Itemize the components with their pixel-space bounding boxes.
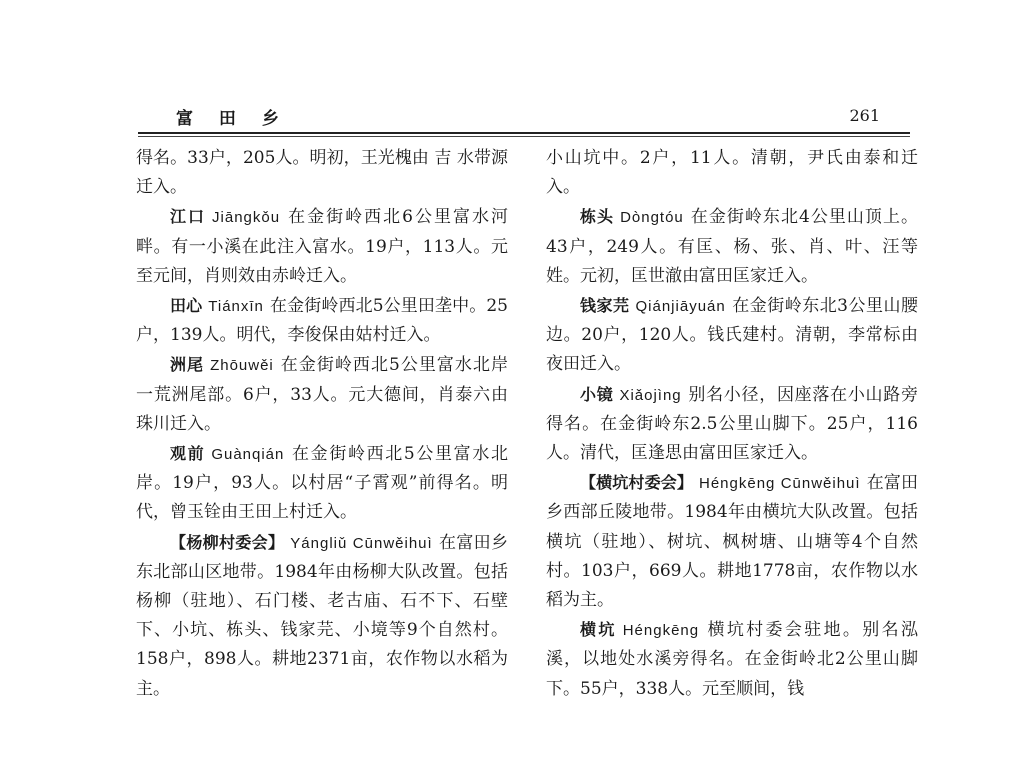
entry-text: 在金街岭东北4公里山顶上。43户，249人。有匡、杨、张、肖、叶、汪等姓。元初，匡世澈由富田匡家迁入。 [546,207,918,286]
entry-term: 横坑 [580,620,617,640]
entry-pinyin: Héngkēng [622,622,700,640]
entry-term: 洲尾 [170,355,205,375]
entry-paragraph [136,202,508,291]
entry-pinyin: Xiǎojìng [619,386,682,404]
entry-text: 在金街岭西北6公里富水河畔。有一小溪在此注入富水。19户，113人。元至元间，肖则效由赤岭迁入。 [136,207,508,286]
entry-text: 在富田乡东北部山区地带。1984年由杨柳大队改置。包括杨柳（驻地）、石门楼、老古庙、石不下、石壁下、小坑、栋头、钱家芫、小境等9个自然村。158户，898人。耕地2371亩，农作物以水稻为主。 [136,532,508,699]
entry-paragraph [546,468,918,615]
entry-paragraph [136,439,508,528]
entry-term: 江口 [170,207,207,227]
header-rule-thin [138,136,910,137]
entry-pinyin: Héngkēng Cūnwěihuì [699,475,861,493]
entry-paragraph [546,202,918,291]
entry-text: 在富田乡西部丘陵地带。1984年由横坑大队改置。包括横坑（驻地）、树坑、枫树塘、山塘等4个自然村。103户，669人。耕地1778亩，农作物以水稻为主。 [546,473,918,611]
entry-paragraph [546,615,918,704]
entry-text: 得名。33户，205人。明初，王光槐由 吉 水带源迁入。 [136,148,508,198]
entry-paragraph [546,291,918,380]
right-column [546,144,918,704]
entry-term: 钱家芫 [580,296,630,316]
entry-term: 【横坑村委会】 [580,473,693,493]
entry-paragraph [546,380,918,469]
entry-text: 别名小径，因座落在小山路旁得名。在金街岭东2.5公里山脚下。25户，116人。清代，匡逢思由富田匡家迁入。 [546,384,918,464]
entry-pinyin: Jiāngkǒu [212,209,281,227]
entry-term: 田心 [170,296,203,316]
entry-paragraph [136,144,508,202]
entry-text: 在金街岭西北5公里富水北岸。19户，93人。以村居“子霄观”前得名。明代，曾玉铨由王田上村迁入。 [136,444,508,523]
entry-paragraph [136,291,508,350]
header-rule [138,132,910,134]
entry-term: 小镜 [580,384,614,404]
entry-text: 在金街岭西北5公里田垄中。25户，139人。明代，李俊保由姑村迁入。 [136,296,508,346]
entry-text: 在金街岭东北3公里山腰边。20户，120人。钱氏建村。清朝，李常标由夜田迁入。 [546,296,918,375]
page-header [138,100,910,130]
entry-text: 小山坑中。2户，11人。清朝，尹氏由泰和迁入。 [546,148,918,198]
entry-pinyin: Qiánjiāyuán [635,298,726,316]
entry-pinyin: Guànqián [211,446,285,464]
entry-text: 横坑村委会驻地。别名泓溪，以地处水溪旁得名。在金街岭北2公里山脚下。55户，338人。元至顺间，钱 [546,620,918,699]
entry-paragraph [546,144,918,202]
entry-paragraph [136,350,508,439]
entry-paragraph [136,528,508,704]
entry-text: 在金街岭西北5公里富水北岸一荒洲尾部。6户，33人。元大德间，肖泰六由珠川迁入。 [136,355,508,434]
entry-pinyin: Dòngtóu [620,209,684,227]
section-title: 富 田 乡 [176,109,289,129]
entry-term: 栋头 [580,207,615,227]
left-column [136,144,508,704]
page-number: 261 [849,106,880,125]
entry-pinyin: Tiánxīn [208,298,264,316]
entry-term: 观前 [170,444,206,464]
entry-term: 【杨柳村委会】 [170,532,285,552]
entry-pinyin: Yángliǔ Cūnwěihuì [290,534,433,552]
entry-pinyin: Zhōuwěi [210,357,274,375]
